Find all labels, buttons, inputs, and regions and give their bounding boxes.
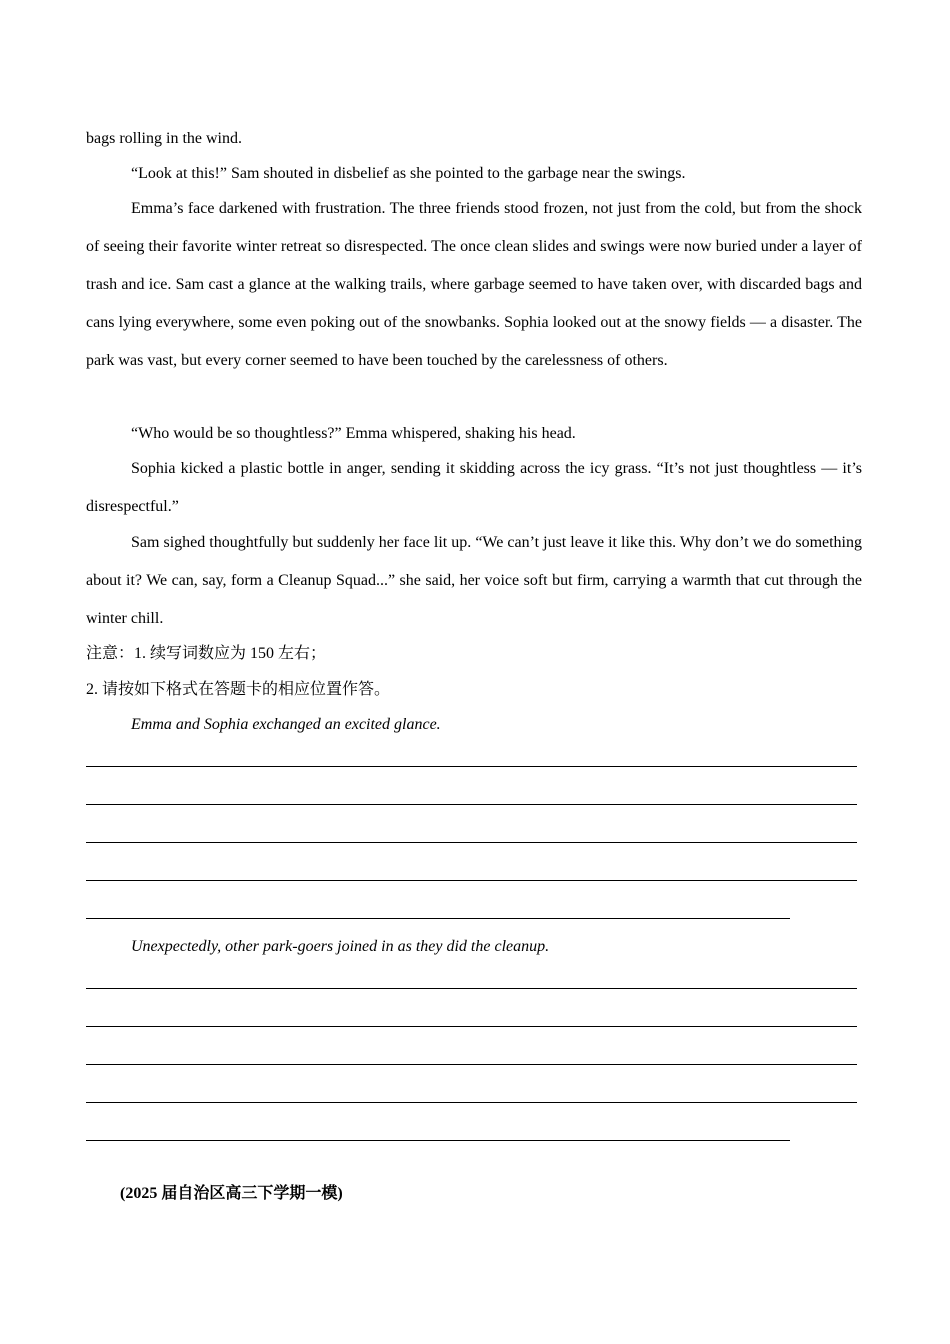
story-paragraph-0: bags rolling in the wind.: [86, 130, 242, 147]
answer-line: [86, 988, 857, 989]
answer-line: [86, 880, 857, 881]
note-answer-format: 2. 请按如下格式在答题卡的相应位置作答。: [86, 681, 391, 698]
story-paragraph-3: “Who would be so thoughtless?” Emma whispered, shaking his head.: [131, 425, 576, 442]
prompt-paragraph-2: Unexpectedly, other park-goers joined in as they did the cleanup.: [131, 938, 550, 955]
answer-line: [86, 1026, 857, 1027]
story-paragraph-4: Sophia kicked a plastic bottle in anger, sending it skidding across the icy grass. “It’s not just thoughtless — it’s disrespectful.”: [86, 460, 862, 515]
answer-line: [86, 804, 857, 805]
answer-line: [86, 1102, 857, 1103]
story-paragraph-5: Sam sighed thoughtfully but suddenly her face lit up. “We can’t just leave it like this. Why don’t we do something about it? We can, say, form a Cleanup Squad...” she said, her voice soft but firm, carrying a warmth that cut through the winter chill.: [86, 534, 862, 627]
story-paragraph-2: Emma’s face darkened with frustration. The three friends stood frozen, not just from the cold, but from the shock of seeing their favorite winter retreat so disrespected. The once clean slides and swings were now buried under a layer of trash and ice. Sam cast a glance at the walking trails, where garbage seemed to have taken over, with discarded bags and cans lying everywhere, some even poking out of the snowbanks. Sophia looked out at the snowy fields — a disaster. The park was vast, but every corner seemed to have been touched by the carelessness of others.: [86, 200, 862, 369]
answer-line: [86, 1140, 790, 1141]
note-word-count: 注意：1. 续写词数应为 150 左右；: [86, 645, 327, 662]
exam-source: (2025 届自治区高三下学期一模): [120, 1185, 343, 1202]
answer-line: [86, 918, 790, 919]
answer-line: [86, 1064, 857, 1065]
answer-line: [86, 766, 857, 767]
answer-line: [86, 842, 857, 843]
story-paragraph-1: “Look at this!” Sam shouted in disbelief as she pointed to the garbage near the swings.: [131, 165, 686, 182]
prompt-paragraph-1: Emma and Sophia exchanged an excited glance.: [131, 716, 441, 733]
